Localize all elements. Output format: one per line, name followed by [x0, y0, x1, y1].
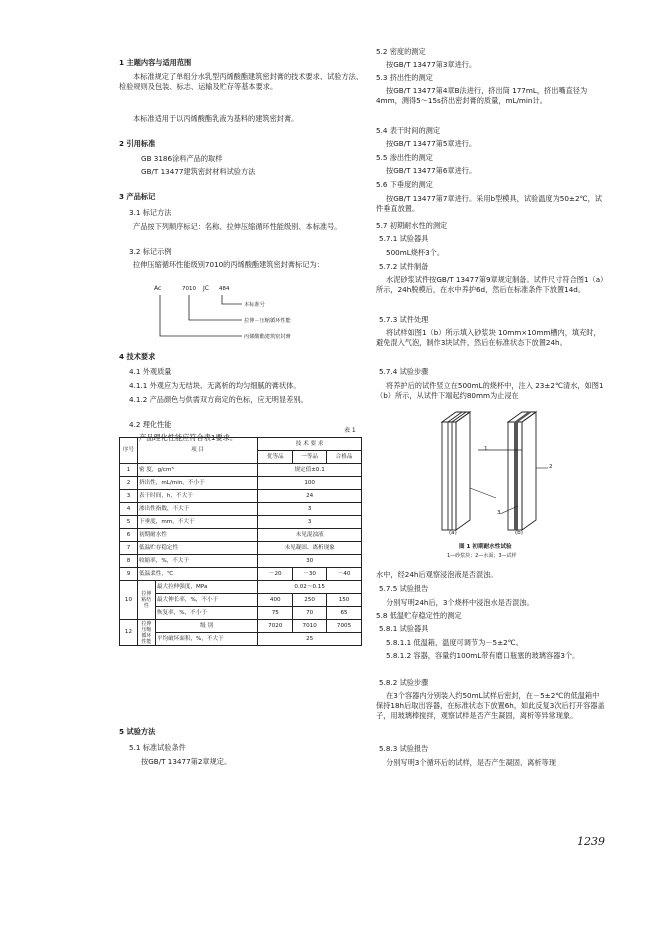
table-row: 恢复率，%，不小于 75 70 65 [120, 607, 362, 620]
mark-7010: 7010 [182, 286, 196, 292]
figure-callout-2: 2 [549, 464, 553, 470]
section-3-title: 3 产品标记 [119, 192, 156, 201]
figure-label-a: (a) [449, 530, 457, 536]
mark-484: 484 [219, 286, 230, 292]
ref-std-1: GB 3186涂料产品的取样 [141, 154, 223, 163]
section-1-para: 本标准规定了单组分水乳型丙烯酸酯建筑密封膏的技术要求、试验方法、检验规则及包装、标志、运输及贮存等基本要求。 [119, 72, 364, 91]
section-3-2: 3.2 标记示例 [129, 247, 172, 256]
section-2-title: 2 引用标准 [119, 139, 156, 148]
table-row: 10 拉伸粘结性 最大拉伸强度，MPa 0.02～0.15 [120, 581, 362, 594]
section-5-8-3: 5.8.3 试验报告 [379, 744, 429, 753]
grade-1: 优等品 [258, 451, 293, 464]
section-5-7-3-para: 将试样如图1（b）所示填入砂浆块 10mm×10mm槽内，填充时，避免混入气泡，制作3块试件，然后在标准状态下放置24h。 [376, 328, 601, 347]
section-3-1: 3.1 标记方法 [129, 208, 172, 217]
table-row: 7 低温贮存稳定性 未见凝固、离析现象 [120, 542, 362, 555]
section-5-2: 5.2 密度的测定 [376, 47, 426, 56]
section-5-7-2: 5.7.2 试件制备 [379, 262, 429, 271]
section-1-para2: 本标准适用于以丙烯酸酯乳液为基料的建筑密封膏。 [133, 114, 299, 123]
section-5-title: 5 试验方法 [119, 727, 156, 736]
section-5-7: 5.7 初期耐水性的测定 [376, 221, 448, 230]
section-5-8-2-para: 在3个容器内分别装入约50mL试样后密封，在－5±2℃的低温箱中保持18h后取出容器，在标准状态下放置6h，如此反复3次后打开容器盖子，用玻璃棒搅拌，观察试样是否产生凝固，离析等异常现象。 [376, 691, 605, 720]
figure-callout-3: 3 [497, 510, 501, 516]
mark-label-product: 丙烯酸酯建筑密封膏 [244, 334, 291, 340]
section-1-title: 1 主题内容与适用范围 [119, 58, 192, 67]
section-5-7-2-para: 水泥砂浆试件按GB/T 13477第9章规定制备。试件尺寸符合图1（a）所示，24h脱模后，在水中养护6d，然后在标准条件下放置14d。 [376, 275, 604, 294]
section-3-2-para: 拉伸压缩循环性能级别7010的丙烯酸酯建筑密封膏标记为： [133, 260, 324, 269]
section-5-8: 5.8 低温贮存稳定性的测定 [376, 611, 462, 620]
grade-2: 一等品 [293, 451, 327, 464]
marking-leader-lines [150, 294, 250, 344]
section-5-8-1-1: 5.8.1.1 低温箱，温度可调节为－5±2℃。 [386, 638, 523, 647]
section-5-4-para: 按GB/T 13477第5章进行。 [386, 139, 477, 148]
table-row: 3 表干时间，h，不大于 24 [120, 490, 362, 503]
col-item: 项 目 [137, 438, 257, 464]
figure-label-b: (b) [515, 530, 523, 536]
figure-1-drawing [430, 408, 590, 538]
mark-ac: Ac [154, 285, 162, 292]
table-row: 12 拉伸压缩循环性能 级 别 7020 7010 7005 [120, 620, 362, 633]
section-5-6: 5.6 下垂度的测定 [376, 180, 433, 189]
section-5-7-4: 5.7.4 试验步骤 [379, 367, 429, 376]
table-row: 最大伸长率，%，不小于 400 250 150 [120, 594, 362, 607]
table-row: 2 挤出性，mL/min，不小于 100 [120, 477, 362, 490]
mark-label-cycle: 拉伸－压缩循环性能 [244, 318, 291, 324]
section-4-1: 4.1 外观质量 [129, 367, 172, 376]
section-5-8-2: 5.8.2 试验步骤 [379, 678, 429, 687]
table-row: 平均破坏面积，%，不大于 25 [120, 633, 362, 646]
section-5-3-para: 按GB/T 13477第4章B法进行，挤出筒 177mL，挤出嘴直径为4mm，测得5～15s挤出密封膏的质量，mL/min计。 [376, 86, 588, 105]
section-5-7-1: 5.7.1 试验器具 [379, 234, 429, 243]
section-5-8-1: 5.8.1 试验器具 [379, 624, 429, 633]
section-5-7-4-para: 将养护后的试件竖立在500mL的烧杯中，注入 23±2℃清水，如图1（b）所示，从试件下端起约80mm为止浸在 [376, 381, 604, 400]
col-req: 技 术 要 求 [258, 438, 362, 451]
section-5-7-4-para-cont: 水中，经24h后观察浸泡液是否混浊。 [376, 570, 498, 579]
figure-callout-1: 1 [484, 446, 488, 452]
section-5-4: 5.4 表干时间的测定 [376, 126, 441, 135]
section-4-title: 4 技术要求 [119, 352, 156, 361]
table-label: 表 1 [344, 427, 356, 434]
table-row: 5 下垂度，mm，不大于 3 [120, 516, 362, 529]
section-5-7-5-para: 分别写明24h后，3个烧杯中浸泡水是否混浊。 [386, 598, 534, 607]
section-4-1-1: 4.1.1 外观应为无结块、无离析的均匀细腻的膏状体。 [129, 381, 301, 390]
section-4-2-para: 产品理化性能应符合表1要求。 [139, 433, 238, 442]
table-row: 8 收缩率，%，不大于 30 [120, 555, 362, 568]
section-5-3: 5.3 挤出性的测定 [376, 73, 433, 82]
figure-caption: 图 1 初期耐水性试验 [459, 544, 512, 550]
section-5-7-5: 5.7.5 试验报告 [379, 584, 429, 593]
page-number: 1239 [577, 835, 605, 848]
mark-jc: JC [203, 285, 209, 292]
section-5-5: 5.5 渗出性的测定 [376, 153, 433, 162]
col-no: 序号 [120, 438, 138, 464]
section-5-1-para: 按GB/T 13477第2章规定。 [141, 757, 232, 766]
section-5-8-3-para: 分别写明3个循环后的试样，是否产生凝固、离析等现 [386, 758, 556, 767]
section-5-7-3: 5.7.3 试件处理 [379, 315, 429, 324]
table-row: 6 初期耐水性 未见混浊液 [120, 529, 362, 542]
section-4-2: 4.2 理化性能 [129, 420, 172, 429]
section-5-1: 5.1 标准试验条件 [129, 743, 186, 752]
section-3-1-para: 产品按下列顺序标记：名称、拉伸压缩循环性能级别、本标准号。 [133, 222, 342, 231]
section-5-2-para: 按GB/T 13477第3章进行。 [386, 60, 477, 69]
table-row: 1 密 度，g/cm³ 规定值±0.1 [120, 464, 362, 477]
figure-legend: 1—砂浆块；2—水面；3—试样 [447, 553, 517, 559]
section-5-8-1-2: 5.8.1.2 容器，容量约100mL带有磨口瓶塞的玻璃容器3个。 [386, 651, 580, 660]
section-5-6-para: 按GB/T 13477第7章进行。采用b型模具，试验温度为50±2℃，试件垂直放置。 [376, 194, 602, 213]
section-5-5-para: 按GB/T 13477第6章进行。 [386, 166, 477, 175]
table-row: 9 低温柔性，℃ －20 －30 －40 [120, 568, 362, 581]
ref-std-2: GB/T 13477建筑密封材料试验方法 [141, 167, 256, 176]
table-row: 4 渗出性指数，不大于 3 [120, 503, 362, 516]
spec-table [119, 437, 362, 646]
section-4-1-2: 4.1.2 产品颜色与供需双方商定的色标，应无明显差别。 [129, 395, 308, 404]
grade-3: 合格品 [327, 451, 362, 464]
section-5-7-1-para: 500mL烧杯3个。 [386, 248, 445, 257]
mark-label-standard: 本标准号 [244, 302, 265, 308]
